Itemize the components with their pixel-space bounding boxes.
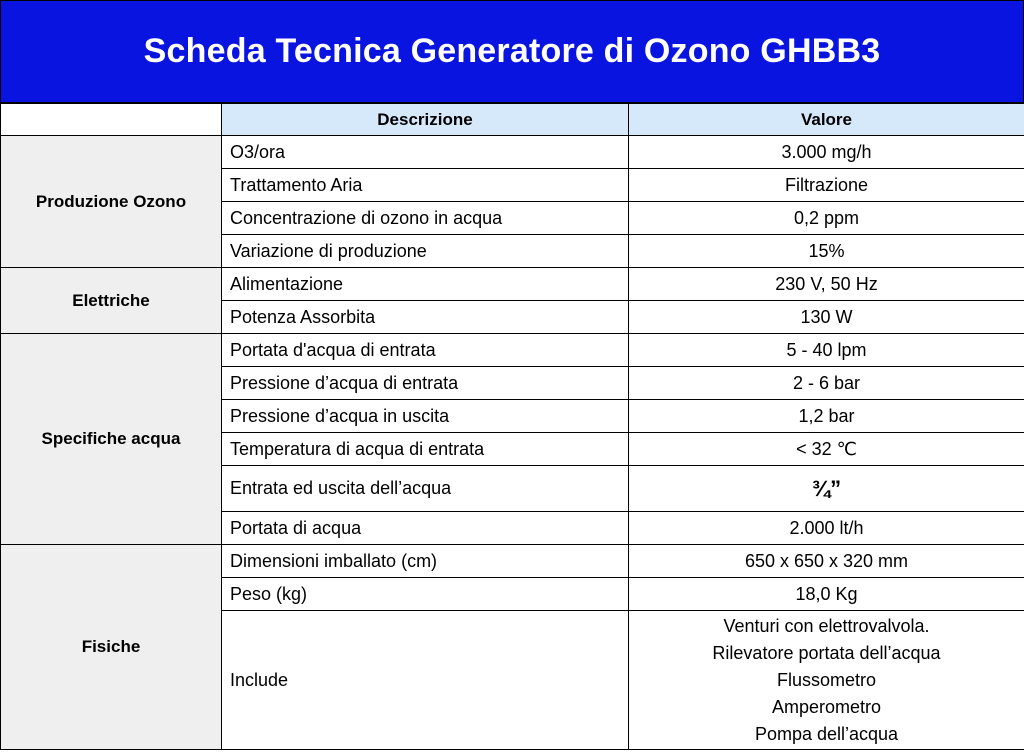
table-row xyxy=(1,545,1024,578)
row-description: Temperatura di acqua di entrata xyxy=(222,433,629,466)
header-value: Valore xyxy=(629,104,1024,136)
include-item: Flussometro xyxy=(776,669,877,690)
row-description: Pressione d’acqua di entrata xyxy=(222,367,629,400)
header-description: Descrizione xyxy=(222,104,629,136)
include-item: Pompa dell’acqua xyxy=(754,723,899,744)
row-description: Include xyxy=(222,611,629,750)
category-elettriche: Elettriche xyxy=(1,268,222,334)
row-value: 1,2 bar xyxy=(629,400,1024,433)
row-value: 0,2 ppm xyxy=(629,202,1024,235)
table-row xyxy=(1,136,1024,169)
row-description: Variazione di produzione xyxy=(222,235,629,268)
include-item: Rilevatore portata dell’acqua xyxy=(712,642,941,663)
row-value: 2.000 lt/h xyxy=(629,512,1024,545)
row-description: Alimentazione xyxy=(222,268,629,301)
row-description: O3/ora xyxy=(222,136,629,169)
row-value: Filtrazione xyxy=(629,169,1024,202)
row-description: Dimensioni imballato (cm) xyxy=(222,545,629,578)
row-value: 2 - 6 bar xyxy=(629,367,1024,400)
row-description: Pressione d’acqua in uscita xyxy=(222,400,629,433)
row-value: 130 W xyxy=(629,301,1024,334)
include-item: Venturi con elettrovalvola. xyxy=(723,615,930,636)
row-description: Entrata ed uscita dell’acqua xyxy=(222,466,629,512)
row-value: 650 x 650 x 320 mm xyxy=(629,545,1024,578)
row-description: Trattamento Aria xyxy=(222,169,629,202)
row-description: Portata d'acqua di entrata xyxy=(222,334,629,367)
table-row xyxy=(1,268,1024,301)
header-blank-cell xyxy=(1,104,222,136)
row-description: Concentrazione di ozono in acqua xyxy=(222,202,629,235)
sheet-title: Scheda Tecnica Generatore di Ozono GHBB3 xyxy=(0,0,1024,103)
include-list xyxy=(629,611,1024,750)
category-fisiche: Fisiche xyxy=(1,545,222,750)
row-value: 18,0 Kg xyxy=(629,578,1024,611)
row-value: ¾” xyxy=(629,466,1024,512)
row-value: 3.000 mg/h xyxy=(629,136,1024,169)
row-description: Peso (kg) xyxy=(222,578,629,611)
row-value: 5 - 40 lpm xyxy=(629,334,1024,367)
row-value: 15% xyxy=(629,235,1024,268)
include-item: Amperometro xyxy=(771,696,882,717)
table-header-row xyxy=(1,104,1024,136)
category-produzione-ozono: Produzione Ozono xyxy=(1,136,222,268)
row-value: 230 V, 50 Hz xyxy=(629,268,1024,301)
spec-table xyxy=(0,103,1024,750)
row-description: Portata di acqua xyxy=(222,512,629,545)
table-row xyxy=(1,334,1024,367)
row-value: < 32 ℃ xyxy=(629,433,1024,466)
category-specifiche-acqua: Specifiche acqua xyxy=(1,334,222,545)
row-description: Potenza Assorbita xyxy=(222,301,629,334)
